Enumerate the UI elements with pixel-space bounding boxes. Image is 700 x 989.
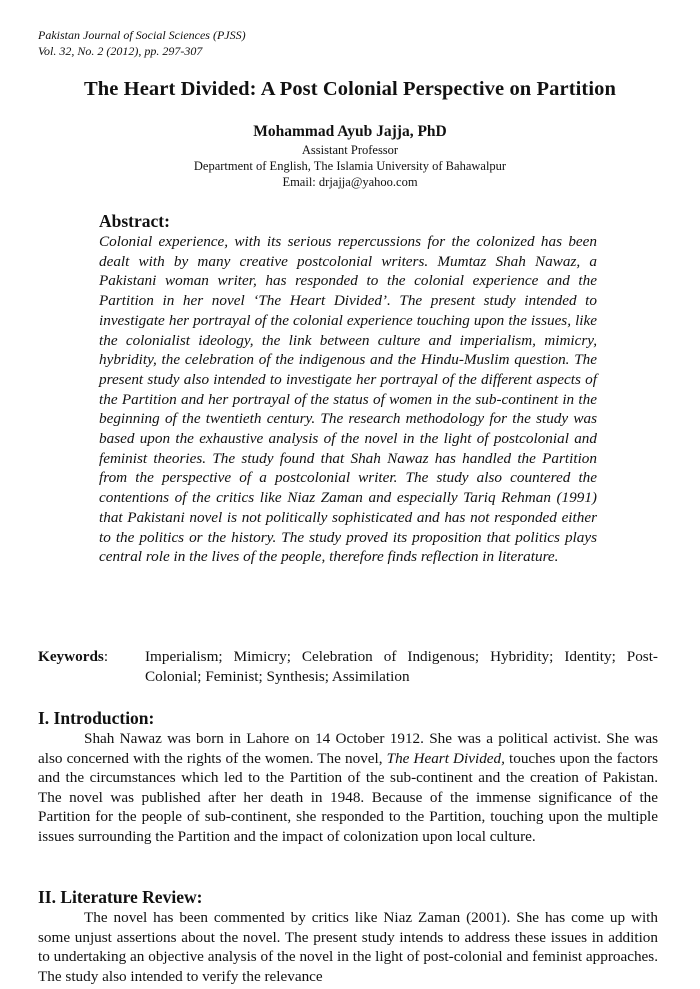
introduction-heading: I. Introduction: [38,708,155,728]
journal-volume: Vol. 32, No. 2 (2012), pp. 297-307 [38,44,203,58]
author-email: Email: drjajja@yahoo.com [282,175,418,189]
introduction-text-start: Shah Nawaz was born in Lahore on 14 October 1912. She was a political activist. She was also concerned with the rights of the women. The novel, [38,730,658,767]
abstract-text: Colonial experience, with its serious repercussions for the colonized has been dealt with by many creative postcolonial writers. Mumtaz Shah Nawaz, a Pakistani woman writer, has responded to the colonial experience and the Partition in her novel ‘The Heart Divided’. The present study intended to investigate her portrayal of the colonial experience touching upon the issues, like the colonialist ideology, the link between culture and imperialism, mimicry, hybridity, the celebration of the indigenous and the Hindu-Muslim question. The present study also intended to investigate her portrayal of the different aspects of the Partition and her portrayal of the status of women in the sub-continent in the beginning of the twentieth century. The research methodology for the study was based upon the exhaustive analysis of the novel in the light of postcolonial and feminist theories. The study found that Shah Nawaz has handled the Partition from the perspective of a postcolonial writer. The study also countered the contentions of the critics like Niaz Zaman and especially Tariq Rehman (1991) that Pakistani novel is not politically sophisticated and has not responded either to the politics or the history. The study proved its proposition that politics plays central role in the lives of the people, therefore finds reflection in literature. [99,233,597,566]
introduction-body [38,729,658,847]
novel-title-italic: The Heart Divided, [386,749,505,767]
abstract-section [99,210,597,567]
literature-review-section [38,887,658,986]
author-name: Mohammad Ayub Jajja, PhD [253,123,447,140]
introduction-section [38,708,658,847]
literature-review-heading: II. Literature Review: [38,887,203,907]
introduction-text-end: touches upon the factors and the circumstances which led to the Partition of the sub-continent and the creation of Pakistan. The novel was published after her death in 1948. Because of the immense significance of the Partition for the people of sub-continent, she responded to the Partition, touching upon the multiple issues surrounding the Partition and the impact of colonization upon local culture. [38,749,658,845]
abstract-heading: Abstract: [99,211,170,231]
author-department: Department of English, The Islamia University of Bahawalpur [193,159,507,173]
keywords-colon: : [103,648,109,665]
paper-title: The Heart Divided: A Post Colonial Perspective on Partition [83,78,616,100]
keywords-label-text: Keywords [38,648,104,665]
literature-review-body: The novel has been commented by critics like Niaz Zaman (2001). She has come up with some unjust assertions about the novel. The present study intends to address these issues in addition to undertaking an objective analysis of the novel in the light of post-colonial and feminist approaches. The study also intended to verify the relevance [38,909,658,985]
keywords-values: Imperialism; Mimicry; Celebration of Indigenous; Hybridity; Identity; Post-Colonial; Feminist; Synthesis; Assimilation [145,648,658,685]
keywords-label [38,647,108,667]
journal-citation [38,27,246,59]
journal-name: Pakistan Journal of Social Sciences (PJSS) [38,28,246,42]
author-position: Assistant Professor [301,143,399,157]
author-block [0,122,700,190]
